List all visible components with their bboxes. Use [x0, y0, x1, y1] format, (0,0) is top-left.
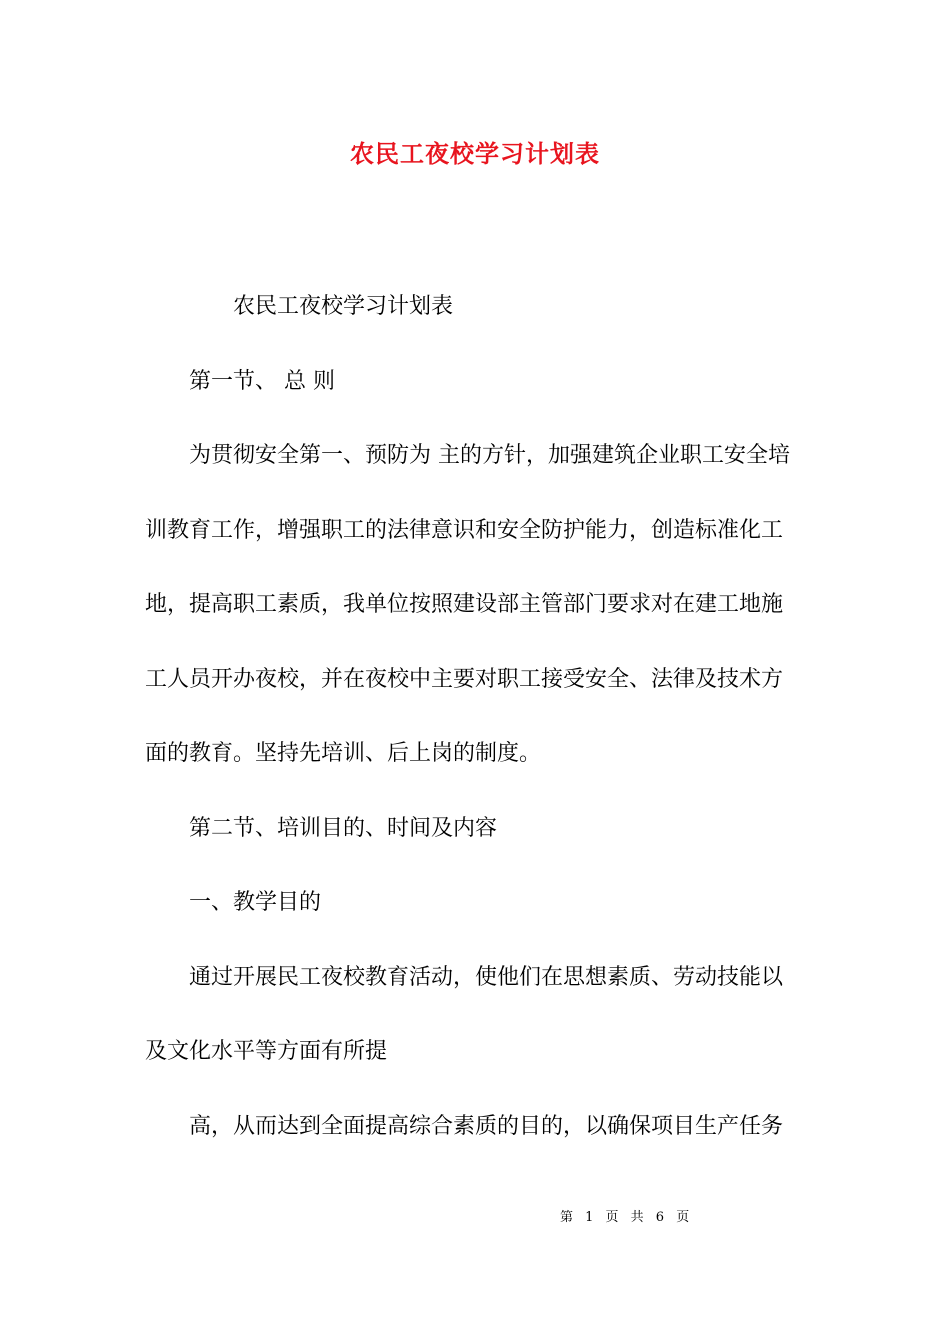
paragraph-line: 训教育工作，增强职工的法律意识和安全防护能力，创造标准化工: [145, 517, 784, 543]
paragraph-line: 及文化水平等方面有所提: [145, 1039, 388, 1064]
paragraph-line: 高，从而达到全面提高综合素质的目的，以确保项目生产任务: [189, 1113, 784, 1139]
body-subtitle: 农民工夜校学习计划表: [233, 294, 454, 319]
paragraph-line: 为贯彻安全第一、预防为 主的方针，加强建筑企业职工安全培: [189, 443, 790, 468]
paragraph-line: 通过开展民工夜校教育活动，使他们在思想素质、劳动技能以: [189, 964, 784, 990]
document-body: [145, 270, 807, 1164]
document-title: 农民工夜校学习计划表: [350, 139, 600, 168]
subsection-heading: 一、教学目的: [189, 890, 322, 915]
paragraph-line: 地，提高职工素质，我单位按照建设部主管部门要求对在建工地施: [145, 592, 784, 617]
paragraph-line: 面的教育。坚持先培训、后上岗的制度。: [145, 741, 542, 766]
page-number: 第 1 页 共 6 页: [560, 1210, 694, 1225]
section-heading-2: 第二节、培训目的、时间及内容: [189, 815, 498, 841]
section-heading-1: 第一节、 总 则: [189, 368, 335, 394]
paragraph-line: 工人员开办夜校，并在夜校中主要对职工接受安全、法律及技术方: [145, 666, 784, 692]
